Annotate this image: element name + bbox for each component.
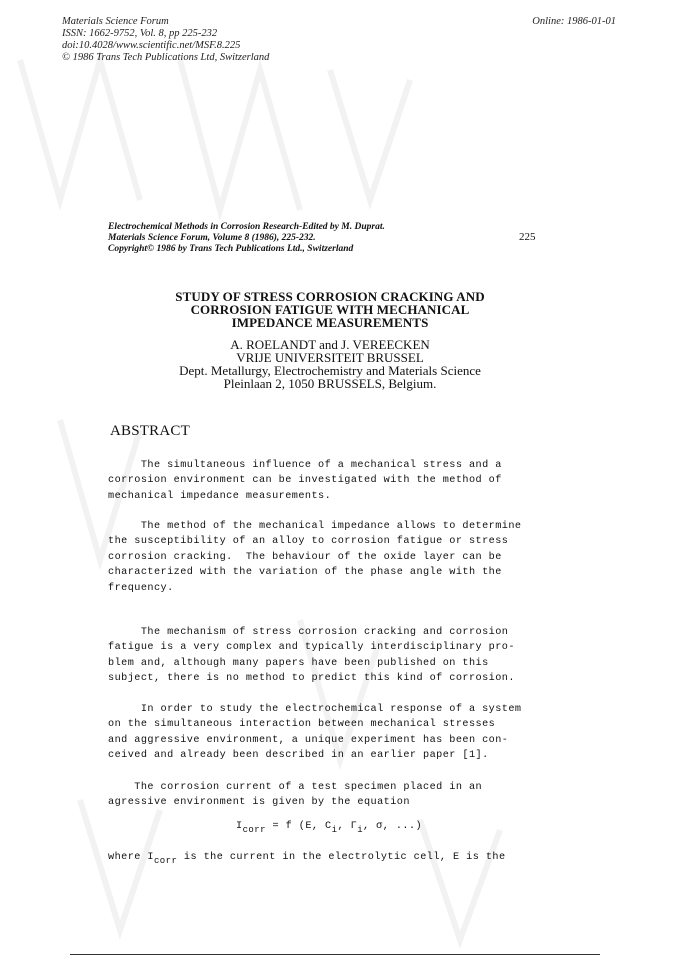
- text-line: the susceptibility of an alloy to corrosion fatigue or stress: [108, 536, 509, 548]
- text-line: The simultaneous influence of a mechanical stress and a: [108, 460, 502, 471]
- text-line: blem and, although many papers have been published on this: [108, 657, 489, 669]
- paragraph-3: [108, 625, 515, 687]
- text-line: corrosion environment can be investigated with the method of: [108, 475, 502, 487]
- paragraph-1: [108, 458, 502, 504]
- book-volume-line: Materials Science Forum, Volume 8 (1986), 225-232.: [108, 233, 316, 243]
- journal-issn: ISSN: 1662-9752, Vol. 8, pp 225-232: [62, 28, 218, 39]
- text-line: corrosion cracking. The behaviour of the oxide layer can be: [108, 551, 502, 563]
- text-fragment: is the current in the electrolytic cell, E is the: [177, 852, 506, 863]
- eq-c-subscript: i: [331, 825, 338, 835]
- paragraph-2: [108, 519, 522, 596]
- journal-doi: doi:10.4028/www.scientific.net/MSF.8.225: [62, 40, 241, 51]
- footer-rule: [70, 954, 600, 955]
- text-line: fatigue is a very complex and typically interdisciplinary pro-: [108, 642, 515, 654]
- text-line: The method of the mechanical impedance allows to determine: [108, 521, 522, 532]
- journal-copyright: © 1986 Trans Tech Publications Ltd, Switzerland: [62, 52, 270, 63]
- eq-lhs-subscript: corr: [242, 825, 266, 835]
- paragraph-4: [108, 702, 522, 764]
- text-line: and aggressive environment, a unique experiment has been con-: [108, 734, 509, 746]
- eq-gamma: , Γ: [337, 821, 358, 832]
- page-number: 225: [519, 231, 536, 243]
- eq-gamma-subscript: i: [357, 825, 364, 835]
- eq-tail: , σ, ...): [363, 821, 423, 832]
- title-line: CORROSION FATIGUE WITH MECHANICAL: [190, 302, 470, 317]
- paragraph-5: [108, 780, 482, 811]
- paragraph-6: [108, 850, 506, 865]
- book-editor-line: Electrochemical Methods in Corrosion Research-Edited by M. Duprat.: [108, 222, 385, 232]
- eq-mid: = f (E, C: [265, 821, 332, 832]
- abstract-heading: ABSTRACT: [110, 423, 190, 439]
- title-line: STUDY OF STRESS CORROSION CRACKING AND: [175, 289, 485, 304]
- affiliation-address: Pleinlaan 2, 1050 BRUSSELS, Belgium.: [223, 376, 437, 391]
- book-info: [108, 222, 385, 255]
- text-fragment: where I: [108, 852, 154, 863]
- online-date: Online: 1986-01-01: [532, 16, 616, 27]
- text-line: The mechanism of stress corrosion cracking and corrosion: [108, 627, 509, 638]
- author-names: A. ROELANDT and J. VEREECKEN: [230, 337, 430, 352]
- text-line: agressive environment is given by the equation: [108, 797, 410, 809]
- eq-lhs: I: [236, 821, 243, 832]
- text-line: subject, there is no method to predict this kind of corrosion.: [108, 673, 515, 685]
- text-line: The corrosion current of a test specimen placed in an: [108, 782, 483, 793]
- affiliation-university: VRIJE UNIVERSITEIT BRUSSEL: [236, 350, 424, 365]
- paper-title: [150, 290, 510, 329]
- text-line: In order to study the electrochemical response of a system: [108, 704, 522, 715]
- text-line: frequency.: [108, 582, 174, 594]
- text-line: on the simultaneous interaction between mechanical stresses: [108, 719, 496, 731]
- text-line: characterized with the variation of the phase angle with the: [108, 567, 502, 579]
- corrosion-current-equation: [236, 821, 423, 835]
- affiliation-department: Dept. Metallurgy, Electrochemistry and Materials Science: [179, 363, 481, 378]
- journal-name: Materials Science Forum: [62, 16, 169, 27]
- text-line: ceived and already been described in an earlier paper [1].: [108, 750, 489, 762]
- authors-block: [150, 338, 510, 390]
- text-line: mechanical impedance measurements.: [108, 490, 332, 502]
- journal-info: [62, 16, 269, 64]
- book-copyright-line: Copyright© 1986 by Trans Tech Publications Ltd., Switzerland: [108, 244, 354, 254]
- icorr-subscript: corr: [153, 856, 178, 866]
- title-line: IMPEDANCE MEASUREMENTS: [231, 315, 429, 330]
